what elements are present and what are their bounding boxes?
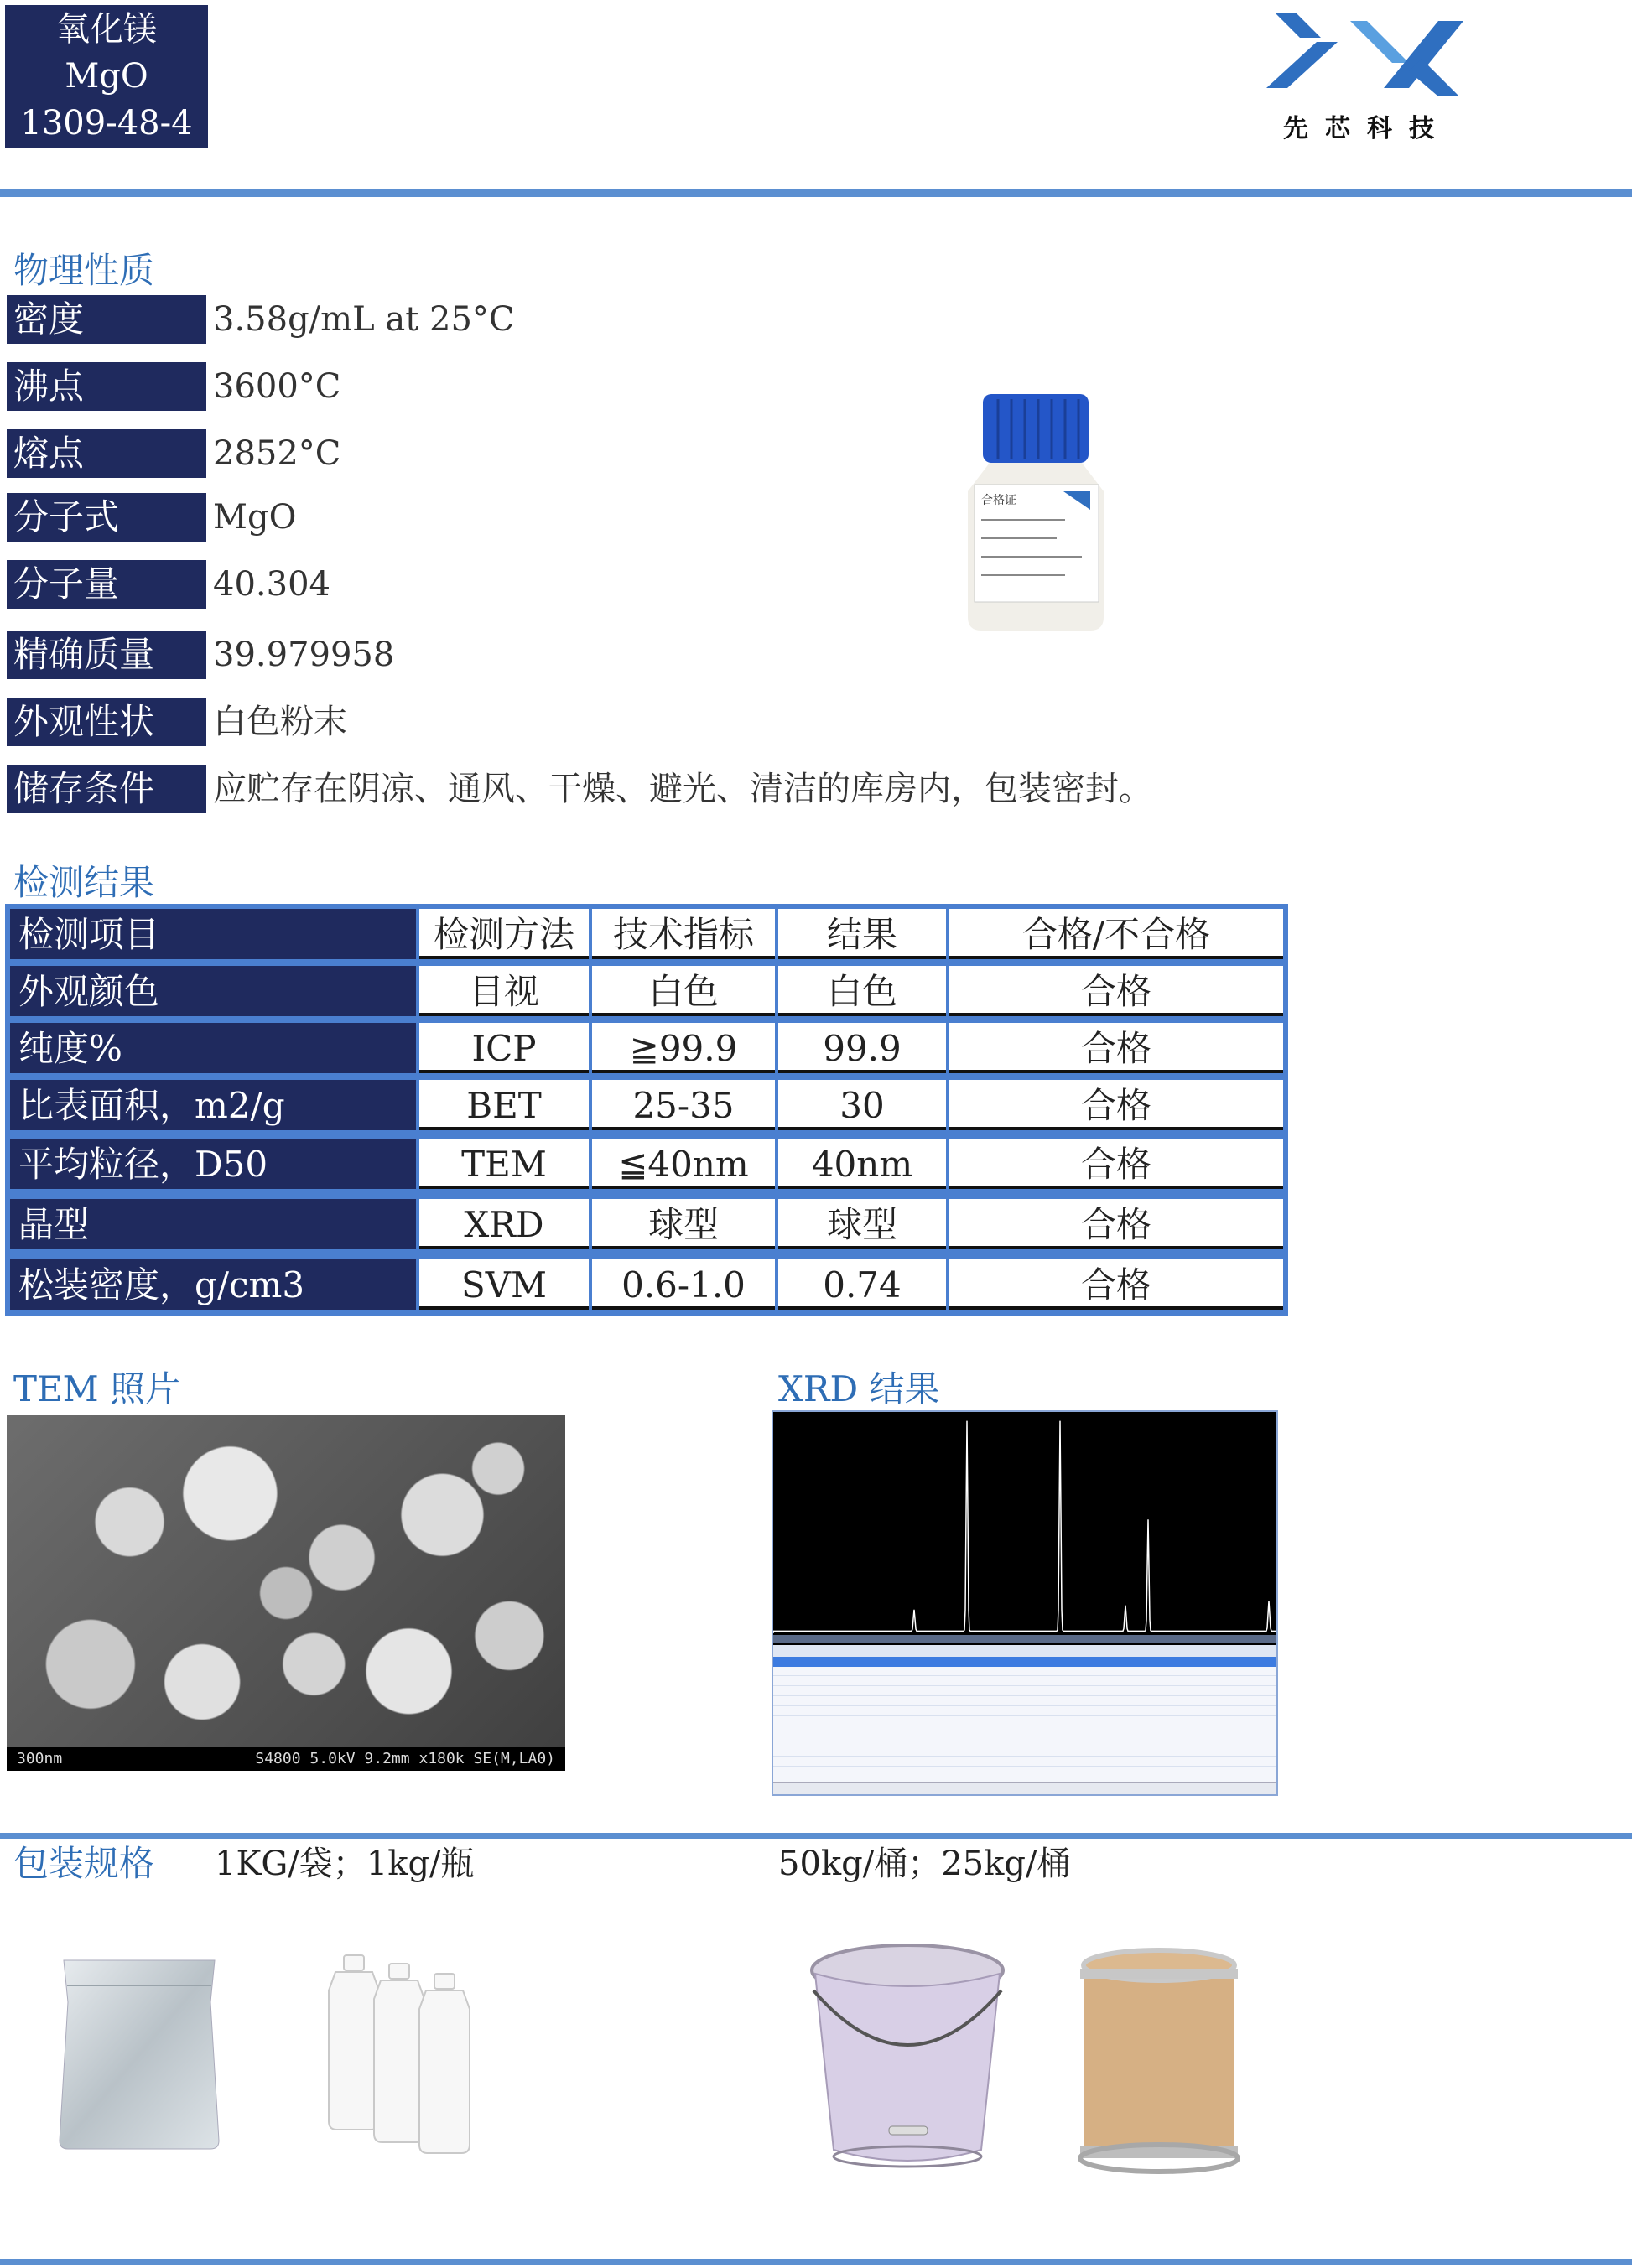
row-pass: 合格 [949, 1199, 1283, 1249]
xrd-table-header [773, 1645, 1276, 1657]
row-item: 平均粒径，D50 [10, 1139, 416, 1189]
row-item: 纯度% [10, 1023, 416, 1073]
row-spec: ≦40nm [592, 1139, 775, 1189]
foil-bag-image [55, 1952, 223, 2153]
footer-divider [0, 2259, 1632, 2265]
tem-image [7, 1415, 565, 1771]
product-title-box [5, 5, 208, 148]
row-spec: 白色 [592, 966, 775, 1016]
row-method: TEM [419, 1139, 589, 1189]
row-result: 40nm [778, 1139, 946, 1189]
row-item: 外观颜色 [10, 966, 416, 1016]
table-row [10, 966, 1283, 1018]
xrd-table-line [773, 1667, 1276, 1676]
packaging-large: 50kg/桶；25kg/桶 [778, 1845, 1071, 1883]
bottle-label-text: 合格证 [981, 494, 1016, 507]
row-item: 比表面积，m2/g [10, 1080, 416, 1130]
header-divider [0, 189, 1632, 197]
row-method: 目视 [419, 966, 589, 1016]
results-table [5, 904, 1288, 1316]
table-row [10, 1080, 1283, 1132]
xrd-x-axis [773, 1635, 1276, 1643]
prop-label-storage: 储存条件 [7, 765, 206, 813]
prop-label-exact-mass: 精确质量 [7, 631, 206, 679]
col-header-method: 检测方法 [419, 909, 589, 959]
plastic-bottles-icon [324, 1954, 491, 2155]
row-item: 晶型 [10, 1199, 416, 1249]
prop-value-appearance: 白色粉末 [213, 703, 347, 741]
row-method: SVM [419, 1259, 589, 1310]
xrd-table-line [773, 1757, 1276, 1767]
xrd-trace-line [773, 1421, 1276, 1633]
xrd-table-line [773, 1677, 1276, 1686]
xrd-table-line [773, 1687, 1276, 1696]
row-pass: 合格 [949, 966, 1283, 1016]
table-row [10, 1023, 1283, 1075]
reagent-bottle-icon [964, 392, 1107, 636]
row-spec: ≧99.9 [592, 1023, 775, 1073]
row-spec: 球型 [592, 1199, 775, 1249]
table-row [10, 1139, 1283, 1191]
prop-value-exact-mass: 39.979958 [213, 636, 395, 674]
prop-value-molecular-weight: 40.304 [213, 565, 330, 604]
row-result: 30 [778, 1080, 946, 1130]
row-pass: 合格 [949, 1139, 1283, 1189]
col-header-item: 检测项目 [10, 909, 416, 959]
row-pass: 合格 [949, 1080, 1283, 1130]
xrd-image [772, 1410, 1278, 1796]
fiber-drum-image [1075, 1947, 1243, 2175]
company-logo [1258, 8, 1476, 143]
product-cas: 1309-48-4 [20, 104, 193, 143]
prop-value-density: 3.58g/mL at 25°C [213, 300, 515, 339]
table-header-row [10, 909, 1283, 961]
row-spec: 25-35 [592, 1080, 775, 1130]
xrd-table-line [773, 1707, 1276, 1716]
col-header-spec: 技术指标 [592, 909, 775, 959]
xrd-status-bar [773, 1782, 1276, 1794]
row-pass: 合格 [949, 1023, 1283, 1073]
row-spec: 0.6-1.0 [592, 1259, 775, 1310]
tem-scalebar-label: 300nm [17, 1750, 63, 1767]
steel-pail-icon [805, 1940, 1015, 2172]
xrd-table-line [773, 1727, 1276, 1736]
row-pass: 合格 [949, 1259, 1283, 1310]
col-header-pass: 合格/不合格 [949, 909, 1283, 959]
row-result: 99.9 [778, 1023, 946, 1073]
packaging-divider [0, 1833, 1632, 1839]
tem-heading: TEM 照片 [13, 1368, 181, 1409]
steel-pail-image [805, 1940, 1015, 2172]
xrd-pattern [773, 1412, 1276, 1643]
table-row [10, 1199, 1283, 1251]
xrd-table-line [773, 1717, 1276, 1726]
xrd-match-table [773, 1645, 1276, 1794]
row-item: 松装密度，g/cm3 [10, 1259, 416, 1310]
results-heading: 检测结果 [13, 862, 155, 903]
prop-value-storage: 应贮存在阴凉、通风、干燥、避光、清洁的库房内，包装密封。 [213, 770, 1152, 808]
packaging-heading: 包装规格 [13, 1843, 155, 1884]
prop-value-melting-point: 2852°C [213, 434, 341, 473]
xrd-table-line [773, 1737, 1276, 1746]
tem-info-text: S4800 5.0kV 9.2mm x180k SE(M,LA0) [255, 1750, 555, 1767]
prop-label-appearance: 外观性状 [7, 698, 206, 746]
row-method: ICP [419, 1023, 589, 1073]
logo-mark-icon [1258, 8, 1476, 107]
fiber-drum-icon [1075, 1947, 1243, 2175]
product-bottle-image [964, 392, 1107, 636]
prop-label-melting-point: 熔点 [7, 429, 206, 478]
prop-label-boiling-point: 沸点 [7, 362, 206, 411]
prop-value-boiling-point: 3600°C [213, 367, 341, 406]
prop-label-density: 密度 [7, 295, 206, 344]
row-method: XRD [419, 1199, 589, 1249]
prop-label-formula: 分子式 [7, 493, 206, 542]
prop-label-molecular-weight: 分子量 [7, 560, 206, 609]
product-name: 氧化镁 [56, 10, 157, 49]
tem-info-bar [7, 1747, 565, 1771]
xrd-table-line [773, 1747, 1276, 1757]
row-result: 球型 [778, 1199, 946, 1249]
foil-bag-icon [55, 1952, 223, 2153]
logo-text: 先芯科技 [1283, 114, 1451, 143]
col-header-result: 结果 [778, 909, 946, 959]
xrd-heading: XRD 结果 [778, 1368, 940, 1409]
plastic-bottles-image [324, 1954, 491, 2155]
row-result: 白色 [778, 966, 946, 1016]
row-method: BET [419, 1080, 589, 1130]
packaging-small: 1KG/袋；1kg/瓶 [215, 1845, 475, 1883]
properties-heading: 物理性质 [13, 250, 155, 291]
prop-value-formula: MgO [213, 498, 297, 537]
row-result: 0.74 [778, 1259, 946, 1310]
xrd-table-selected-row [773, 1657, 1276, 1667]
product-formula: MgO [65, 57, 148, 96]
xrd-table-line [773, 1697, 1276, 1706]
table-row [10, 1259, 1283, 1311]
